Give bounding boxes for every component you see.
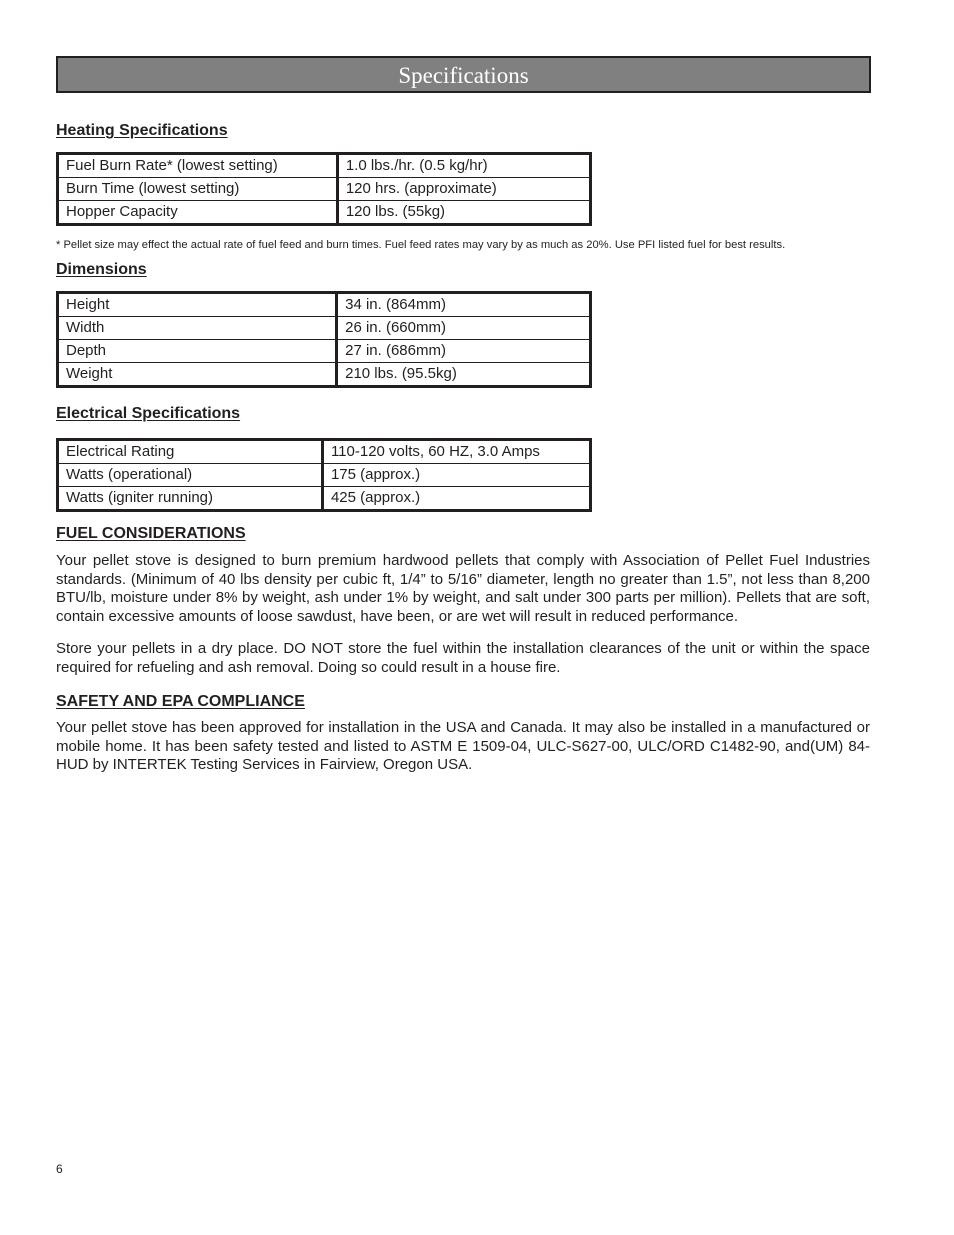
page-number: 6 xyxy=(56,1162,63,1176)
fuel-paragraph: Your pellet stove is designed to burn premium hardwood pellets that comply with Association of Pellet Fuel Industries standards. (Minimum of 40 lbs density per cubic ft, 1/4” to 5/16” diameter, length no greater than 1.5”, not less than 8,200 BTU/lb, moisture under 8% by weight, ash under 1% by weight, and salt under 300 parts per million). Pellets that are soft, contain excessive amounts of loose sawdust, have been, or are wet will result in reduced performance. xyxy=(56,552,870,626)
fuel-considerations-heading: FUEL CONSIDERATIONS xyxy=(56,525,246,542)
spec-value: 120 lbs. (55kg) xyxy=(337,201,590,225)
spec-value: 26 in. (660mm) xyxy=(337,317,591,340)
spec-value: 34 in. (864mm) xyxy=(337,293,591,317)
table-row xyxy=(58,154,591,178)
safety-paragraph: Your pellet stove has been approved for installation in the USA and Canada. It may also be installed in a manufactured or mobile home. It has been safety tested and listed to ASTM E 1509-04, ULC-S627-00, ULC/ORD C1482-90, and(UM) 84-HUD by INTERTEK Testing Services in Fairview, Oregon USA. xyxy=(56,719,870,774)
fuel-storage-paragraph: Store your pellets in a dry place. DO NOT store the fuel within the installation clearances of the unit or within the space required for refueling and ash removal. Doing so could result in a house fire. xyxy=(56,640,870,676)
heating-specifications-table xyxy=(56,152,592,226)
table-row xyxy=(58,487,591,511)
spec-label: Height xyxy=(58,293,337,317)
heating-footnote: * Pellet size may effect the actual rate of fuel feed and burn times. Fuel feed rates may vary by as much as 20%. Use PFI listed fuel for best results. xyxy=(56,239,786,251)
table-row xyxy=(58,464,591,487)
table-row xyxy=(58,293,591,317)
dimensions-table xyxy=(56,291,592,388)
heating-specifications-heading: Heating Specifications xyxy=(56,122,228,139)
spec-label: Weight xyxy=(58,363,337,387)
electrical-specifications-table xyxy=(56,438,592,512)
spec-label: Depth xyxy=(58,340,337,363)
table-row xyxy=(58,440,591,464)
page-title-bar xyxy=(56,56,871,93)
spec-label: Hopper Capacity xyxy=(58,201,338,225)
spec-value: 120 hrs. (approximate) xyxy=(337,178,590,201)
table-row xyxy=(58,363,591,387)
spec-value: 210 lbs. (95.5kg) xyxy=(337,363,591,387)
table-row xyxy=(58,317,591,340)
spec-label: Fuel Burn Rate* (lowest setting) xyxy=(58,154,338,178)
spec-value: 425 (approx.) xyxy=(322,487,590,511)
electrical-specifications-heading: Electrical Specifications xyxy=(56,405,241,422)
spec-label: Width xyxy=(58,317,337,340)
table-row xyxy=(58,340,591,363)
safety-compliance-heading: SAFETY AND EPA COMPLIANCE xyxy=(56,693,305,710)
spec-label: Watts (operational) xyxy=(58,464,323,487)
spec-label: Electrical Rating xyxy=(58,440,323,464)
spec-value: 110-120 volts, 60 HZ, 3.0 Amps xyxy=(322,440,590,464)
spec-label: Watts (igniter running) xyxy=(58,487,323,511)
spec-value: 1.0 lbs./hr. (0.5 kg/hr) xyxy=(337,154,590,178)
spec-label: Burn Time (lowest setting) xyxy=(58,178,338,201)
spec-value: 27 in. (686mm) xyxy=(337,340,591,363)
spec-value: 175 (approx.) xyxy=(322,464,590,487)
dimensions-heading: Dimensions xyxy=(56,261,147,278)
page-title: Specifications xyxy=(398,62,529,88)
table-row xyxy=(58,178,591,201)
table-row xyxy=(58,201,591,225)
